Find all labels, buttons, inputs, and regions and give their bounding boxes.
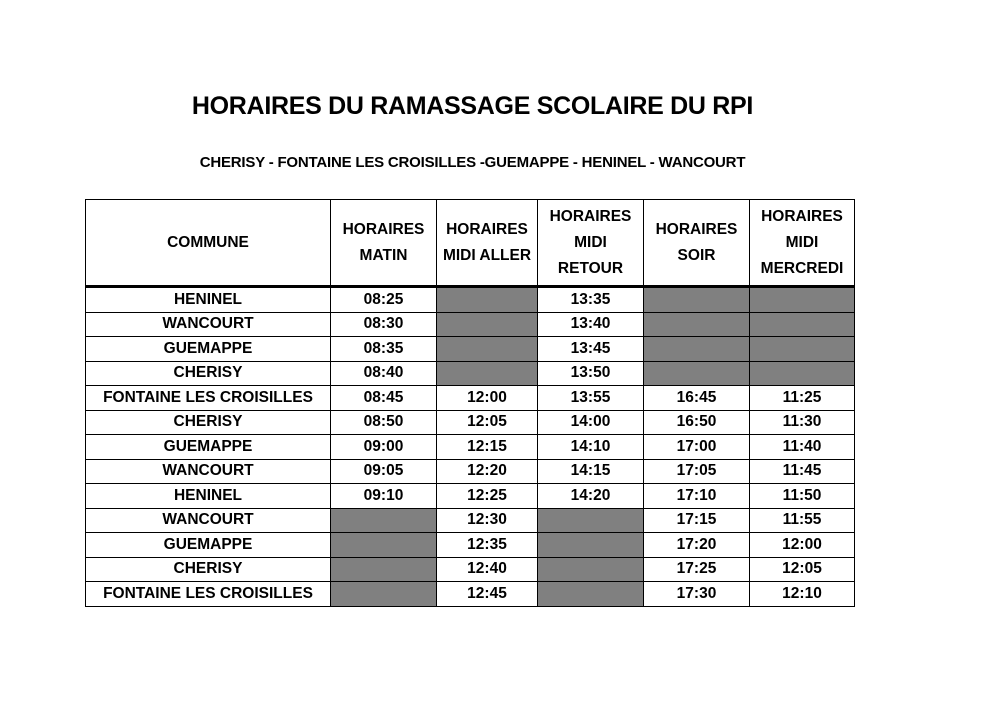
time-cell: 08:30 (331, 312, 437, 337)
commune-cell: FONTAINE LES CROISILLES (86, 386, 331, 411)
empty-cell (644, 287, 750, 313)
table-row (86, 557, 855, 582)
commune-cell: GUEMAPPE (86, 533, 331, 558)
time-cell: 11:40 (750, 435, 855, 460)
time-cell: 12:35 (437, 533, 538, 558)
empty-cell (644, 361, 750, 386)
time-cell: 17:25 (644, 557, 750, 582)
commune-cell: WANCOURT (86, 459, 331, 484)
table-row (86, 459, 855, 484)
table-row (86, 410, 855, 435)
time-cell: 12:20 (437, 459, 538, 484)
table-row (86, 312, 855, 337)
time-cell: 13:35 (538, 287, 644, 313)
empty-cell (750, 312, 855, 337)
column-header (644, 200, 750, 287)
empty-cell (538, 582, 644, 607)
empty-cell (331, 557, 437, 582)
time-cell: 14:00 (538, 410, 644, 435)
time-cell: 12:00 (437, 386, 538, 411)
column-header-line: HORAIRES (655, 220, 738, 238)
time-cell: 12:05 (437, 410, 538, 435)
empty-cell (538, 508, 644, 533)
commune-cell: CHERISY (86, 410, 331, 435)
empty-cell (538, 557, 644, 582)
empty-cell (437, 337, 538, 362)
time-cell: 13:40 (538, 312, 644, 337)
time-cell: 12:45 (437, 582, 538, 607)
time-cell: 13:50 (538, 361, 644, 386)
commune-cell: WANCOURT (86, 508, 331, 533)
time-cell: 17:30 (644, 582, 750, 607)
time-cell: 13:55 (538, 386, 644, 411)
time-cell: 08:45 (331, 386, 437, 411)
time-cell: 12:00 (750, 533, 855, 558)
commune-cell: GUEMAPPE (86, 337, 331, 362)
column-header-line: HORAIRES (761, 207, 843, 225)
time-cell: 17:05 (644, 459, 750, 484)
time-cell: 12:05 (750, 557, 855, 582)
schedule-table (85, 199, 855, 607)
time-cell: 14:10 (538, 435, 644, 460)
commune-cell: FONTAINE LES CROISILLES (86, 582, 331, 607)
page-title: HORAIRES DU RAMASSAGE SCOLAIRE DU RPI (191, 92, 754, 120)
column-header-line: MIDI (785, 233, 819, 251)
time-cell: 11:50 (750, 484, 855, 509)
column-header (750, 200, 855, 287)
time-cell: 14:20 (538, 484, 644, 509)
column-header-line: MIDI ALLER (442, 246, 532, 264)
time-cell: 12:30 (437, 508, 538, 533)
time-cell: 11:25 (750, 386, 855, 411)
column-header-line: MATIN (359, 246, 408, 264)
time-cell: 12:40 (437, 557, 538, 582)
column-header-line: COMMUNE (167, 233, 249, 251)
empty-cell (437, 361, 538, 386)
time-cell: 08:25 (331, 287, 437, 313)
table-body (86, 287, 855, 607)
table-row (86, 484, 855, 509)
time-cell: 17:10 (644, 484, 750, 509)
empty-cell (750, 361, 855, 386)
column-header-line: HORAIRES (342, 220, 425, 238)
time-cell: 08:35 (331, 337, 437, 362)
empty-cell (331, 533, 437, 558)
time-cell: 12:25 (437, 484, 538, 509)
time-cell: 17:00 (644, 435, 750, 460)
time-cell: 09:05 (331, 459, 437, 484)
time-cell: 11:55 (750, 508, 855, 533)
table-row (86, 287, 855, 313)
time-cell: 17:20 (644, 533, 750, 558)
column-header-line: SOIR (677, 246, 716, 264)
time-cell: 12:10 (750, 582, 855, 607)
time-cell: 08:50 (331, 410, 437, 435)
time-cell: 08:40 (331, 361, 437, 386)
column-header (331, 200, 437, 287)
empty-cell (538, 533, 644, 558)
column-header (86, 200, 331, 287)
time-cell: 11:30 (750, 410, 855, 435)
empty-cell (331, 582, 437, 607)
commune-cell: WANCOURT (86, 312, 331, 337)
commune-cell: HENINEL (86, 287, 331, 313)
table-row (86, 435, 855, 460)
time-cell: 17:15 (644, 508, 750, 533)
page-subtitle: CHERISY - FONTAINE LES CROISILLES -GUEMAPPE - HENINEL - WANCOURT (199, 154, 746, 171)
commune-cell: GUEMAPPE (86, 435, 331, 460)
commune-cell: CHERISY (86, 361, 331, 386)
table-row (86, 508, 855, 533)
time-cell: 16:45 (644, 386, 750, 411)
column-header-line: HORAIRES (549, 207, 632, 225)
table-row (86, 386, 855, 411)
empty-cell (750, 287, 855, 313)
column-header-line: RETOUR (557, 259, 624, 277)
column-header-line: MERCREDI (760, 259, 844, 277)
time-cell: 13:45 (538, 337, 644, 362)
time-cell: 16:50 (644, 410, 750, 435)
time-cell: 12:15 (437, 435, 538, 460)
column-header (437, 200, 538, 287)
column-header-line: HORAIRES (446, 220, 528, 238)
table-row (86, 361, 855, 386)
time-cell: 11:45 (750, 459, 855, 484)
time-cell: 09:10 (331, 484, 437, 509)
commune-cell: HENINEL (86, 484, 331, 509)
time-cell: 09:00 (331, 435, 437, 460)
column-header (538, 200, 644, 287)
empty-cell (331, 508, 437, 533)
time-cell: 14:15 (538, 459, 644, 484)
table-row (86, 337, 855, 362)
column-header-line: MIDI (574, 233, 607, 251)
empty-cell (437, 287, 538, 313)
empty-cell (750, 337, 855, 362)
commune-cell: CHERISY (86, 557, 331, 582)
empty-cell (437, 312, 538, 337)
table-header-row (86, 200, 855, 287)
table-row (86, 533, 855, 558)
empty-cell (644, 337, 750, 362)
table-row (86, 582, 855, 607)
empty-cell (644, 312, 750, 337)
